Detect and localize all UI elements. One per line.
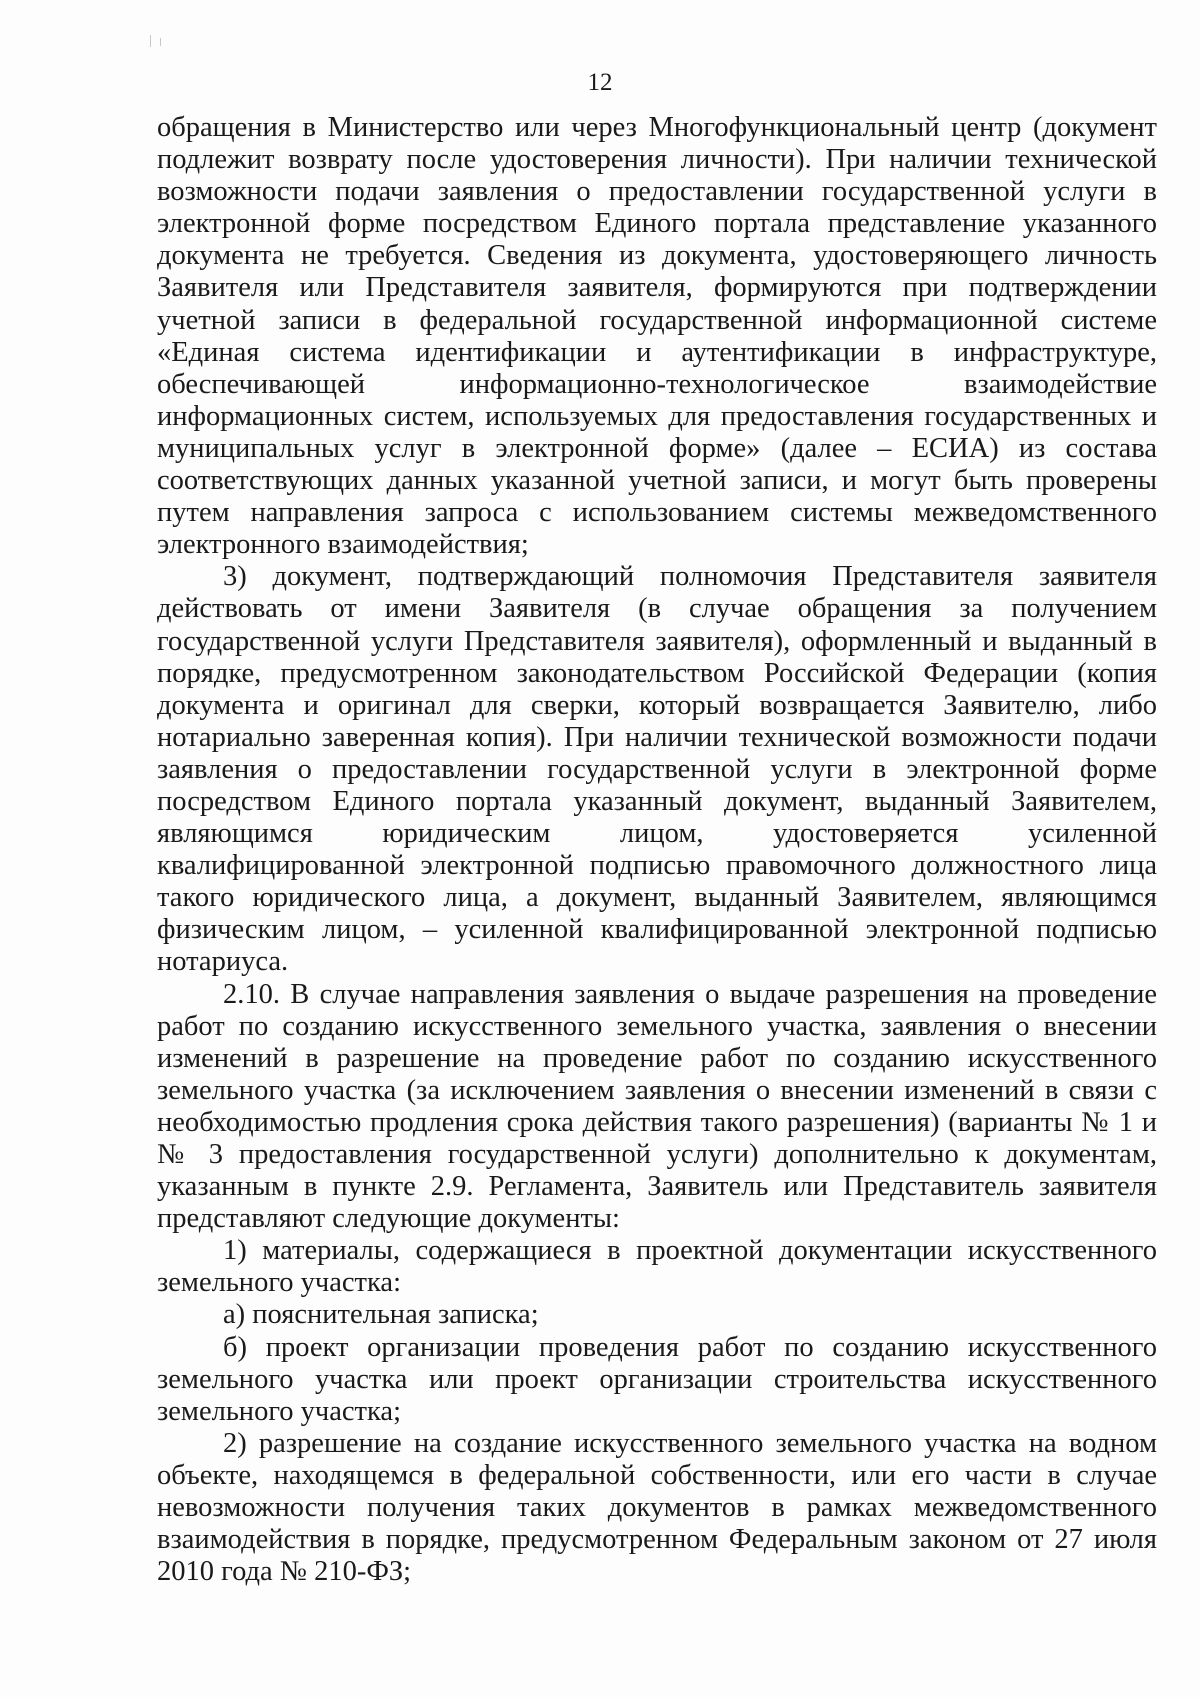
paragraph: обращения в Министерство или через Многофункциональный центр (документ подлежит возврату после удостоверения личности). При наличии технической возможности подачи заявления о предоставлении государственной услуги в электронной форме посредством Единого портала представление указанного документа не требуется. Сведения из документа, удостоверяющего личность Заявителя или Представителя заявителя, формируются при подтверждении учетной записи в федеральной государственной информационной системе «Единая система идентификации и аутентификации в инфраструктуре, обеспечивающей информационно-технологическое взаимодействие информационных систем, используемых для предоставления государственных и муниципальных услуг в электронной форме» (далее – ЕСИА) из состава соответствующих данных указанной учетной записи, и могут быть проверены путем направления запроса с использованием системы межведомственного электронного взаимодействия; <box>157 112 1157 561</box>
scan-artifact <box>150 35 151 47</box>
paragraph: а) пояснительная записка; <box>223 1299 539 1331</box>
page-number: 12 <box>587 69 613 96</box>
paragraph: 2) разрешение на создание искусственного земельного участка на водном объекте, находящемся в федеральной собственности, или его части в случае невозможности получения таких документов в рамках межведомственного взаимодействия в порядке, предусмотренном Федеральным законом от 27 июля 2010 года № 210-ФЗ; <box>157 1427 1157 1588</box>
paragraph: 1) материалы, содержащиеся в проектной документации искусственного земельного участка: <box>157 1235 1157 1299</box>
document-body <box>157 112 1157 1588</box>
scan-artifact <box>160 38 161 46</box>
paragraph: 2.10. В случае направления заявления о выдаче разрешения на проведение работ по созданию искусственного земельного участка, заявления о внесении изменений в разрешение на проведение работ по созданию искусственного земельного участка (за исключением заявления о внесении изменений в связи с необходимостью продления срока действия такого разрешения) (варианты № 1 и № 3 предоставления государственной услуги) дополнительно к документам, указанным в пункте 2.9. Регламента, Заявитель или Представитель заявителя представляют следующие документы: <box>157 978 1157 1235</box>
paragraph: 3) документ, подтверждающий полномочия Представителя заявителя действовать от имени Заявителя (в случае обращения за получением государственной услуги Представителя заявителя), оформленный и выданный в порядке, предусмотренном законодательством Российской Федерации (копия документа и оригинал для сверки, который возвращается Заявителю, либо нотариально заверенная копия). При наличии технической возможности подачи заявления о предоставлении государственной услуги в электронной форме посредством Единого портала указанный документ, выданный Заявителем, являющимся юридическим лицом, удостоверяется усиленной квалифицированной электронной подписью правомочного должностного лица такого юридического лица, а документ, выданный Заявителем, являющимся физическим лицом, – усиленной квалифицированной электронной подписью нотариуса. <box>157 561 1157 978</box>
paragraph: б) проект организации проведения работ по созданию искусственного земельного участка или проект организации строительства искусственного земельного участка; <box>157 1331 1157 1427</box>
